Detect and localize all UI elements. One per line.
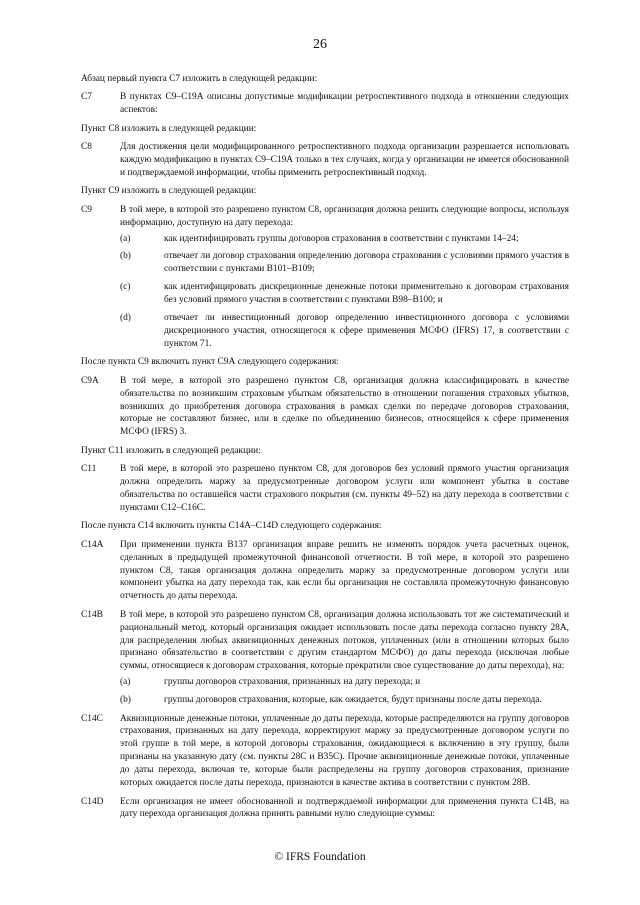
paragraph-text: Для достижения цели модифицированного ретроспективного подхода организации разрешается использовать каждую модификацию в пунктах С9–С19А только в тех случаях, когда у организации не имеется обоснованной и подтверждаемой информации, чтобы применить ретроспективный подход.: [120, 142, 569, 178]
list-item-text: как идентифицировать группы договоров страхования в соответствии с пунктами 14–24;: [164, 233, 519, 244]
paragraph-number: С9: [81, 204, 92, 215]
paragraph: [81, 91, 569, 117]
paragraph: [81, 713, 569, 790]
page-number: 26: [313, 37, 327, 52]
paragraph-number: С14А: [81, 539, 104, 550]
paragraph-text: При применении пункта В137 организация вправе решить не изменять порядок учета расчетных оценок, сделанных в предыдущей промежуточной финансовой отчетности. В той мере, в которой это разрешено пунктом С8, такая организация должна определить маржу за предусмотренные договором услуги или компонент убытка на дату перехода так, как если бы организация не составляла промежуточную финансовую отчетность до даты перехода.: [120, 539, 569, 602]
list-item-text: как идентифицировать дискреционные денежные потоки применительно к договорам страхования без условий прямого участия в соответствии с пунктами В98–В100; и: [164, 282, 569, 306]
document-body: [81, 73, 569, 827]
paragraph: [81, 463, 569, 515]
amendment-instruction: После пункта С9 включить пункт С9А следующего содержания:: [81, 357, 339, 368]
list-item-marker: (a): [120, 677, 131, 688]
list-item-marker: (d): [120, 313, 131, 324]
paragraph-number: С8: [81, 142, 92, 153]
paragraph-number: С9А: [81, 375, 99, 386]
paragraph-text: В той мере, в которой это разрешено пунктом С8, организация должна использовать тот же систематический и рациональный метод, который организация ожидает использовать после даты перехода согласно пункту 28А, для распределения любых аквизиционных денежных потоков, уплаченных (или в отношении которых было признано обязательство в соответствии с другим стандартом МСФО) до даты перехода (исключая любые суммы, относящиеся к договорам страхования, которые прекратили свое существование до даты перехода), на:: [120, 609, 569, 672]
list-item: [120, 694, 569, 707]
list-item: [120, 281, 569, 307]
paragraph-number: С14В: [81, 609, 103, 620]
amendment-instruction: Пункт С11 изложить в следующей редакции:: [81, 445, 261, 456]
paragraph-text: В той мере, в которой это разрешено пунктом С8, для договоров без условий прямого участия организация должна определить маржу за предусмотренные договором услуги или компонент убытка в составе обязательства по оставшейся части страхового покрытия (см. пункты 49–52) на дату перехода в соответствии с пунктами С12–С16С.: [120, 464, 569, 513]
list-item: [120, 676, 569, 689]
paragraph-text: В той мере, в которой это разрешено пунктом С8, организация должна решить следующие вопросы, используя информацию, доступную на дату перехода:: [120, 204, 569, 228]
paragraph-text: В той мере, в которой это разрешено пунктом С8, организация должна классифицировать в качестве обязательства по возникшим страховым убыткам обязательство в отношении погашения страховых убытков, возникших до приобретения договора страхования в рамках сделки по передаче договоров страхования, которые не составляют бизнес, или в сделке по объединению бизнесов, относящейся к сфере применения МСФО (IFRS) 3.: [120, 375, 569, 438]
list-item-marker: (b): [120, 695, 131, 706]
amendment-instruction: Пункт С9 изложить в следующей редакции:: [81, 186, 257, 197]
paragraph-number: С14С: [81, 713, 103, 724]
paragraph: [81, 204, 569, 351]
list-item-marker: (a): [120, 233, 131, 244]
list-item-text: группы договоров страхования, признанных на дату перехода; и: [164, 677, 421, 688]
paragraph: [81, 375, 569, 440]
amendment-instruction: Абзац первый пункта С7 изложить в следующей редакции:: [81, 74, 318, 84]
paragraph-number: С14D: [81, 796, 104, 807]
paragraph: [81, 796, 569, 822]
list-item-text: группы договоров страхования, которые, как ожидается, будут признаны после даты перехода.: [164, 695, 542, 706]
page-footer: © IFRS Foundation: [274, 851, 366, 863]
paragraph-text: Аквизиционные денежные потоки, уплаченные до даты перехода, которые распределяются на группу договоров страхования, признанных на дату перехода, корректируют маржу за предусмотренные договором услуги по этой группе в той мере, в которой договоры страхования, ожидающиеся к включению в эту группу, были признаны на указанную дату (см. пункты 28С и В35С). Прочие аквизиционные денежные потоки, уплаченные до даты перехода, включая те, которые были распределены на группу договоров страхования, признание которых ожидается после даты перехода, признаются в качестве актива в соответствии с пунктом 28В.: [120, 713, 570, 789]
amendment-instruction: После пункта С14 включить пункты С14А–С14D следующего содержания:: [81, 521, 382, 532]
list-item-text: отвечает ли инвестиционный договор определению инвестиционного договора с условиями дискреционного участия, относящегося к сфере применения МСФО (IFRS) 17, в соответствии с пунктом 71.: [164, 313, 569, 349]
paragraph-text: В пунктах С9–С19А описаны допустимые модификации ретроспективного подхода в отношении следующих аспектов:: [120, 92, 569, 116]
paragraph-text: Если организация не имеет обоснованной и подтверждаемой информации для применения пункта С14В, на дату перехода организация должна принять равными нулю следующие суммы:: [120, 796, 569, 820]
amendment-instruction: Пункт С8 изложить в следующей редакции:: [81, 123, 257, 134]
list-item: [120, 233, 569, 246]
paragraph: [81, 609, 569, 707]
list-item-text: отвечает ли договор страхования определению договора страхования с условиями прямого участия в соответствии с пунктами В101–В109;: [164, 251, 569, 275]
list-item-marker: (b): [120, 251, 131, 262]
list-item: [120, 312, 569, 351]
paragraph: [81, 539, 569, 604]
list-item: [120, 250, 569, 276]
paragraph-number: С11: [81, 464, 97, 475]
paragraph-number: С7: [81, 92, 92, 103]
paragraph: [81, 141, 569, 180]
list-item-marker: (c): [120, 282, 131, 293]
